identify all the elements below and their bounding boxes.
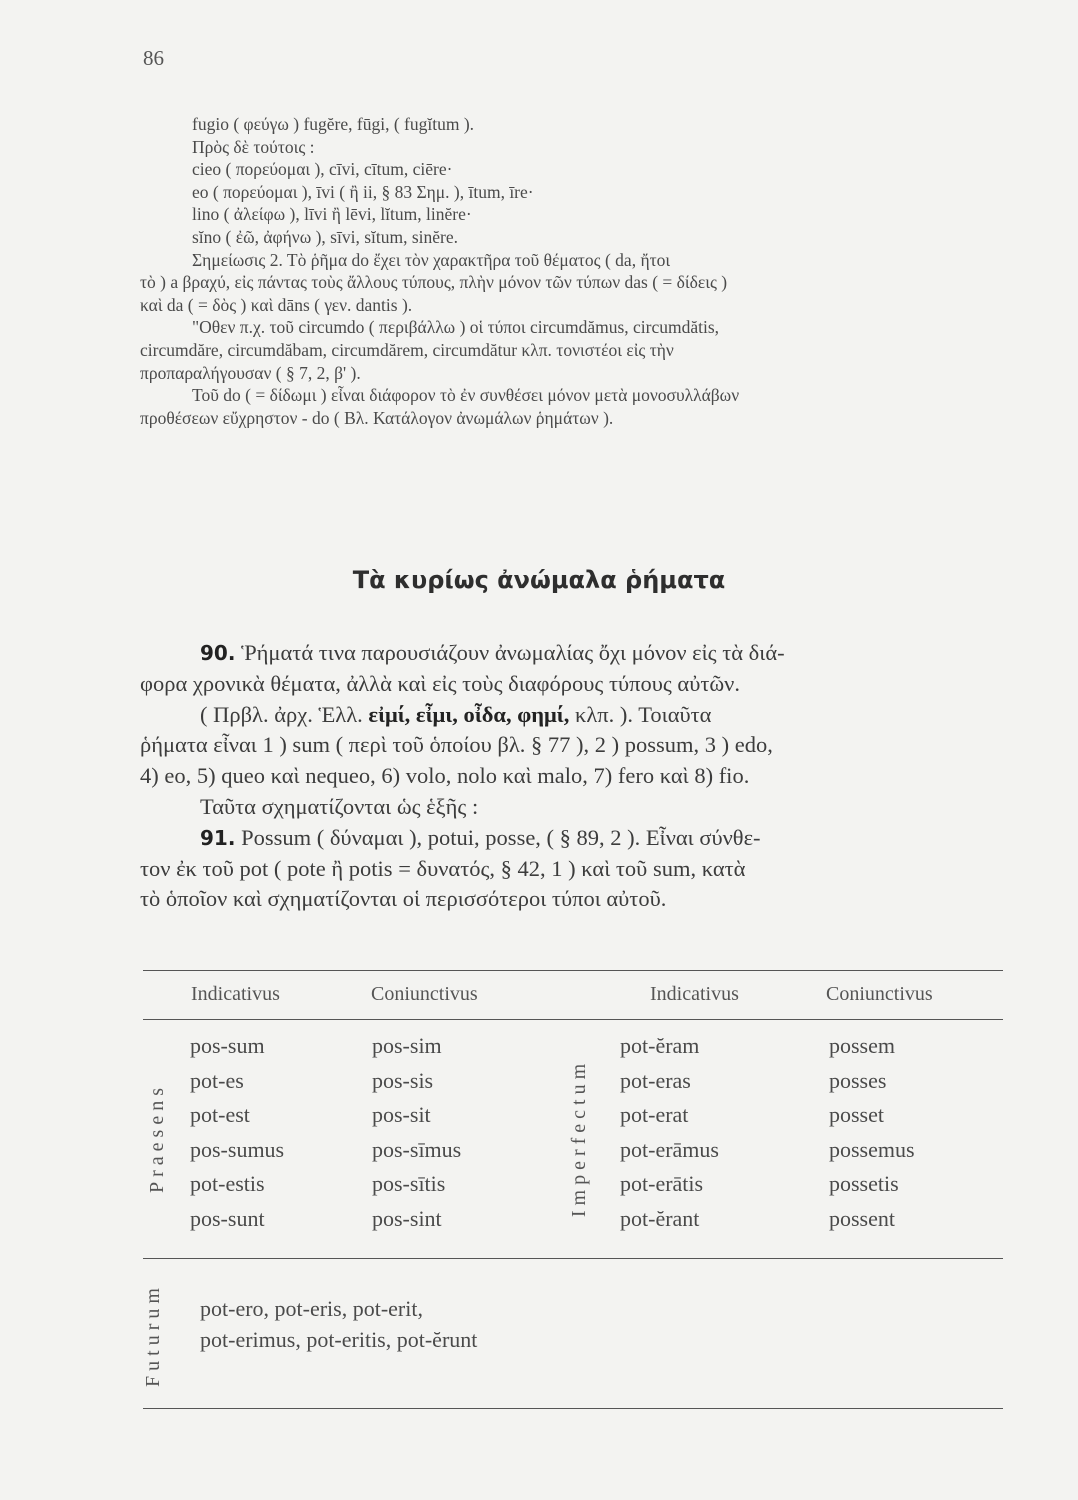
text-line: cieo ( πορεύομαι ), cīvi, cītum, ciēre· — [192, 159, 453, 180]
verb-form: posses — [829, 1067, 887, 1093]
text-line: τὸ ) a βραχύ, εἰς πάντας τοὺς ἄλλους τύπους, πλὴν μόνον τῶν τύπων das ( = δίδεις ) — [140, 272, 728, 293]
para-91-line: τὸ ὁποῖον καὶ σχηματίζονται οἱ περισσότεροι τύποι αὐτοῦ. — [140, 886, 667, 912]
futurum-line: pot-erimus, pot-eritis, pot-ĕrunt — [200, 1327, 478, 1352]
para-90-line — [140, 700, 1020, 731]
praesens-label: Praesens — [146, 1083, 168, 1193]
text-line: προπαραλήγουσαν ( § 7, 2, β' ). — [140, 362, 361, 383]
verb-form: posset — [829, 1102, 884, 1128]
page-number: 86 — [143, 46, 164, 70]
verb-form: pot-ĕrant — [620, 1205, 700, 1231]
text-line: circumdăre, circumdăbam, circumdărem, circumdătur κλπ. τονιστέοι εἰς τὴν — [140, 339, 674, 360]
header-coniunctivus-2: Coniunctivus — [826, 983, 933, 1005]
para-90-text: Ῥήματά τινα παρουσιάζουν ἀνωμαλίας ὄχι μόνον εἰς τὰ διά- — [235, 640, 785, 665]
verb-form: pot-es — [190, 1067, 244, 1093]
text-line: sĭno ( ἐῶ, ἀφήνω ), sīvi, sĭtum, sinĕre. — [192, 226, 459, 247]
verb-form: pos-sum — [190, 1033, 265, 1058]
verb-form: possem — [829, 1033, 895, 1058]
imperfectum-indicativus-column — [620, 1029, 719, 1237]
verb-form: pot-estis — [190, 1171, 265, 1197]
para-90-line: Ταῦτα σχηματίζονται ὡς ἑξῆς : — [200, 793, 479, 819]
imperfectum-label: Imperfectum — [568, 1058, 590, 1218]
verb-form: pos-sumus — [190, 1136, 285, 1162]
futurum-line: pot-ero, pot-eris, pot-erit, — [200, 1296, 423, 1321]
verb-form: pos-sint — [372, 1205, 442, 1231]
para-91-line — [140, 823, 1020, 854]
text-line: lino ( ἀλείφω ), līvi ἢ lēvi, lĭtum, linĕre· — [192, 204, 472, 225]
greek-examples: εἰμί, εἶμι, οἶδα, φημί, — [368, 701, 570, 727]
table-mid-rule — [143, 1258, 1003, 1259]
text-line: Τοῦ do ( = δίδωμι ) εἶναι διάφορον τὸ ἐν συνθέσει μόνον μετὰ μονοσυλλάβων — [192, 385, 740, 406]
text-line: προθέσεων εὔχρηστον - do ( Βλ. Κατάλογον ἀνωμάλων ῥημάτων ). — [140, 407, 614, 428]
verb-form: pot-eras — [620, 1067, 691, 1093]
verb-form: pos-sītis — [372, 1171, 446, 1197]
upper-text-block — [140, 113, 1020, 429]
para-90-text: ( Πρβλ. ἀρχ. Ἑλλ. — [200, 701, 369, 727]
verb-form: pos-sīmus — [372, 1136, 462, 1162]
para-90-number: 90. — [200, 641, 236, 665]
note-heading-line: Σημείωσις 2. Τὸ ῥῆμα do ἔχει τὸν χαρακτῆρα τοῦ θέματος ( da, ἤτοι — [192, 249, 671, 270]
praesens-coniunctivus-column — [372, 1029, 461, 1237]
table-top-rule — [143, 970, 1003, 971]
verb-form: possent — [829, 1205, 895, 1231]
para-90-text: κλπ. ). Τοιαῦτα — [569, 701, 712, 727]
verb-form: pot-est — [190, 1102, 250, 1128]
para-91-text: Possum ( δύναμαι ), potui, posse, ( § 89, 2 ). Εἶναι σύνθε- — [235, 824, 761, 850]
para-90-line: ῥήματα εἶναι 1 ) sum ( περὶ τοῦ ὁποίου βλ. § 77 ), 2 ) possum, 3 ) edo, — [140, 732, 773, 758]
header-coniunctivus-1: Coniunctivus — [371, 983, 478, 1005]
table-header-rule — [143, 1019, 1003, 1020]
text-line: "Οθεν π.χ. τοῦ circumdo ( περιβάλλω ) οἱ τύποι circumdămus, circumdătis, — [192, 317, 720, 338]
header-indicativus-1: Indicativus — [191, 983, 280, 1005]
verb-form: pos-sim — [372, 1033, 442, 1058]
text-line: eo ( πορεύομαι ), īvi ( ἢ ii, § 83 Σημ. ), ītum, īre· — [192, 181, 534, 202]
para-90-line: 4) eo, 5) queo καὶ nequeo, 6) volo, nolo καὶ malo, 7) fero καὶ 8) fio. — [140, 763, 750, 789]
para-91-line: τον ἐκ τοῦ pot ( pote ἢ potis = δυνατός, § 42, 1 ) καὶ τοῦ sum, κατὰ — [140, 855, 746, 881]
header-indicativus-2: Indicativus — [650, 983, 739, 1005]
futurum-label: Futurum — [142, 1283, 164, 1387]
imperfectum-coniunctivus-column — [829, 1029, 915, 1237]
para-91-number: 91. — [200, 825, 236, 850]
paragraph-block — [140, 638, 1020, 915]
section-title: Τὰ κυρίως ἀνώμαλα ῥήματα — [352, 566, 726, 594]
futurum-forms — [200, 1293, 477, 1355]
verb-form: pos-sis — [372, 1067, 434, 1093]
verb-form: pot-erātis — [620, 1171, 704, 1197]
text-line: Πρὸς δὲ τούτοις : — [192, 136, 315, 157]
text-line: fugio ( φεύγω ) fugĕre, fūgi, ( fugĭtum ). — [192, 114, 475, 134]
verb-form: possetis — [829, 1171, 899, 1197]
verb-form: pot-erat — [620, 1102, 689, 1128]
praesens-indicativus-column — [190, 1029, 284, 1237]
para-90-line — [140, 638, 1020, 669]
verb-form: pos-sit — [372, 1102, 431, 1128]
table-bottom-rule — [143, 1408, 1003, 1409]
verb-form: pot-ĕram — [620, 1033, 700, 1058]
verb-form: possemus — [829, 1136, 915, 1162]
verb-form: pot-erāmus — [620, 1136, 719, 1162]
verb-form: pos-sunt — [190, 1205, 265, 1231]
text-line: καὶ da ( = δὸς ) καὶ dāns ( γεν. dantis ). — [140, 294, 413, 315]
para-90-line: φορα χρονικὰ θέματα, ἀλλὰ καὶ εἰς τοὺς διαφόρους τύπους αὐτῶν. — [140, 670, 740, 696]
